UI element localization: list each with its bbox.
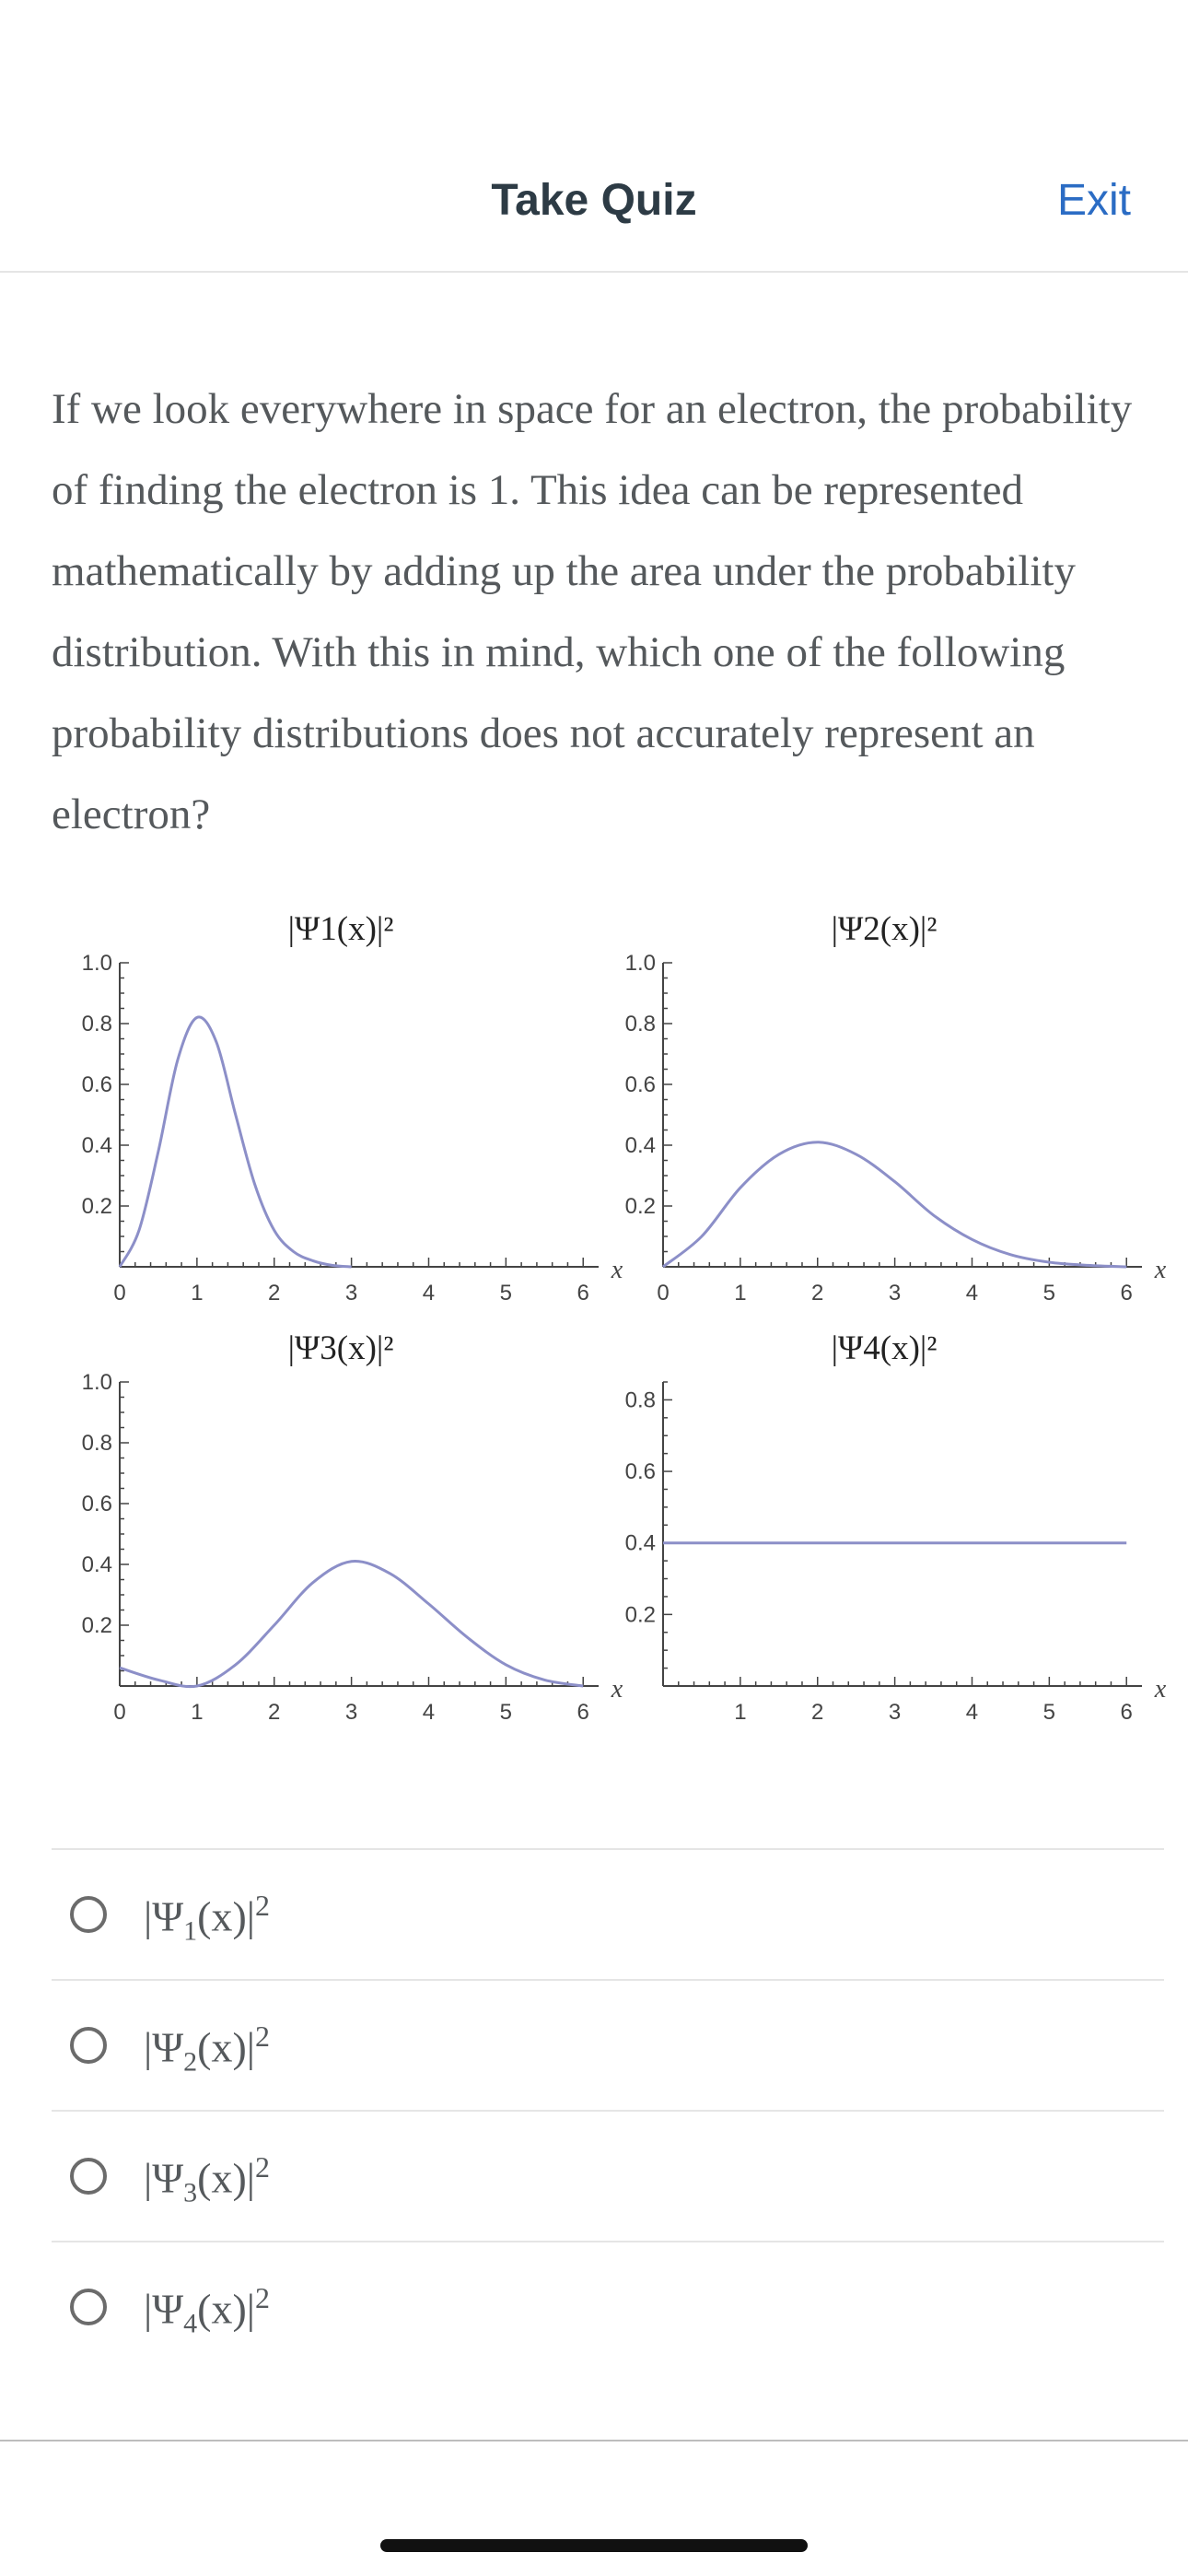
x-tick-label: 1 [191, 1700, 204, 1725]
chart-title: |Ψ4(x)|² [831, 1329, 938, 1367]
page-title: Take Quiz [491, 176, 697, 225]
answer-option-2[interactable] [52, 1979, 1164, 2110]
x-tick-label: 3 [344, 1281, 358, 1306]
x-axis-label: x [611, 1675, 623, 1704]
x-axis-label: x [1154, 1675, 1167, 1704]
y-tick-label: 0.8 [624, 1388, 656, 1413]
x-tick-label: 5 [1042, 1281, 1056, 1306]
chart-title: |Ψ1(x)|² [287, 910, 394, 948]
x-tick-label: 6 [1120, 1281, 1133, 1306]
radio-button[interactable] [70, 2027, 107, 2064]
y-tick-label: 0.4 [81, 1133, 112, 1158]
chart-title: |Ψ2(x)|² [831, 910, 938, 948]
x-tick-label: 3 [888, 1281, 902, 1306]
x-tick-label: 2 [268, 1281, 281, 1306]
x-tick-label: 0 [657, 1281, 670, 1306]
x-tick-label: 5 [499, 1281, 513, 1306]
answer-option-4[interactable] [52, 2241, 1164, 2371]
y-tick-label: 0.4 [624, 1530, 656, 1556]
x-tick-label: 5 [1042, 1700, 1056, 1725]
bottom-divider [0, 2440, 1188, 2441]
x-axis-label: x [611, 1256, 623, 1284]
radio-button[interactable] [70, 1896, 107, 1933]
answer-label: $|\Psi_2(x)|^2$ [144, 2020, 271, 2078]
x-axis-label: x [1154, 1256, 1167, 1284]
y-tick-label: 0.2 [81, 1613, 112, 1638]
chart-psi4 [608, 1322, 1167, 1746]
x-tick-label: 0 [113, 1700, 126, 1725]
chart-psi1 [64, 903, 623, 1327]
y-tick-label: 0.8 [81, 1431, 112, 1456]
x-tick-label: 4 [422, 1281, 436, 1306]
x-tick-label: 6 [1120, 1700, 1133, 1725]
y-tick-label: 1.0 [81, 951, 112, 976]
radio-button[interactable] [70, 2289, 107, 2325]
quiz-header [0, 0, 1188, 273]
y-tick-label: 1.0 [81, 1370, 112, 1395]
y-tick-label: 0.6 [624, 1459, 656, 1485]
x-tick-label: 3 [888, 1700, 902, 1725]
y-tick-label: 0.2 [624, 1602, 656, 1628]
x-tick-label: 6 [577, 1700, 589, 1725]
y-tick-label: 0.2 [81, 1194, 112, 1219]
x-tick-label: 5 [499, 1700, 513, 1725]
answer-option-1[interactable] [52, 1848, 1164, 1979]
y-tick-label: 0.6 [81, 1072, 112, 1097]
x-tick-label: 1 [191, 1281, 204, 1306]
x-tick-label: 4 [965, 1700, 979, 1725]
x-tick-label: 2 [811, 1281, 824, 1306]
chart-psi2 [608, 903, 1167, 1327]
y-tick-label: 0.6 [624, 1072, 656, 1097]
x-tick-label: 1 [734, 1700, 747, 1725]
series-line [120, 1561, 583, 1686]
y-tick-label: 1.0 [624, 951, 656, 976]
chart-title: |Ψ3(x)|² [287, 1329, 394, 1367]
series-line [120, 1017, 352, 1267]
y-tick-label: 0.6 [81, 1492, 112, 1516]
x-tick-label: 3 [344, 1700, 358, 1725]
y-tick-label: 0.8 [81, 1012, 112, 1036]
x-tick-label: 6 [577, 1281, 589, 1306]
chart-psi3 [64, 1322, 623, 1746]
exit-button[interactable]: Exit [1056, 176, 1131, 225]
x-tick-label: 0 [113, 1281, 126, 1306]
y-tick-label: 0.2 [624, 1194, 656, 1219]
home-indicator[interactable] [380, 2539, 808, 2552]
y-tick-label: 0.8 [624, 1012, 656, 1036]
y-tick-label: 0.4 [624, 1133, 656, 1158]
answer-label: $|\Psi_1(x)|^2$ [144, 1889, 271, 1947]
question-text: If we look everywhere in space for an electron, the probability of finding the electron is 1. This idea can be represented mathematically by adding up the area under the probability distribution. With this in mind, which one of the following probability distributions does not accurately represent an electron? [52, 385, 1133, 838]
series-line [663, 1142, 1126, 1267]
x-tick-label: 2 [268, 1700, 281, 1725]
x-tick-label: 4 [965, 1281, 979, 1306]
x-tick-label: 1 [734, 1281, 747, 1306]
answer-list [52, 1848, 1164, 2371]
x-tick-label: 4 [422, 1700, 436, 1725]
answer-label: $|\Psi_3(x)|^2$ [144, 2150, 271, 2208]
radio-button[interactable] [70, 2158, 107, 2195]
y-tick-label: 0.4 [81, 1552, 112, 1577]
answer-option-3[interactable] [52, 2110, 1164, 2241]
answer-label: $|\Psi_4(x)|^2$ [144, 2281, 271, 2339]
x-tick-label: 2 [811, 1700, 824, 1725]
